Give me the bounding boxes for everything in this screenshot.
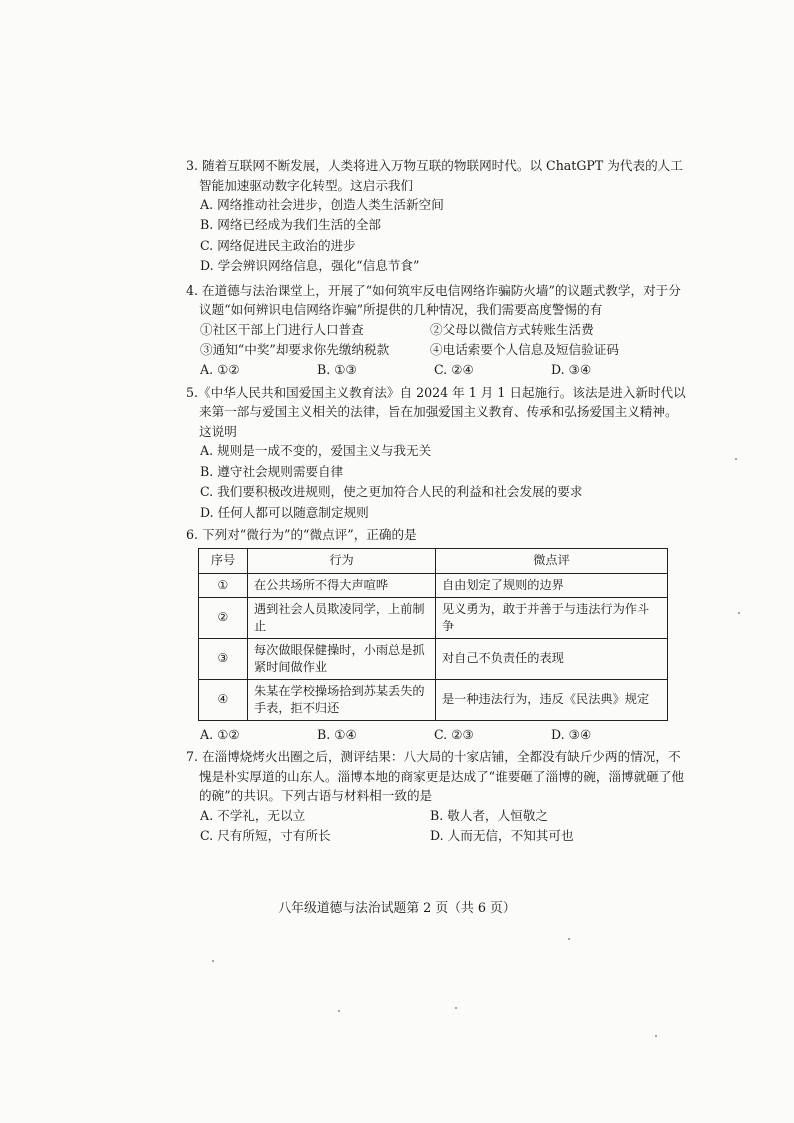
option-c: C. 我们要积极改进规则，使之更加符合人民的利益和社会发展的要求 bbox=[200, 484, 583, 500]
option-row bbox=[200, 806, 686, 826]
question-stem: 6. 下列对“微行为”的“微点评”，正确的是 bbox=[186, 526, 417, 542]
table-row bbox=[199, 679, 668, 720]
cell-behavior: 每次做眼保健操时，小雨总是抓紧时间做作业 bbox=[248, 638, 436, 679]
scan-speck bbox=[212, 960, 214, 962]
behavior-table bbox=[198, 548, 668, 721]
cell-number: ② bbox=[199, 597, 248, 638]
cell-number: ③ bbox=[199, 638, 248, 679]
item-4: ④电话索要个人信息及短信验证码 bbox=[430, 342, 619, 358]
item-2: ②父母以微信方式转账生活费 bbox=[430, 321, 594, 337]
scan-speck bbox=[568, 938, 570, 940]
question-stem: 3. 随着互联网不断发展，人类将进入万物互联的物联网时代。以 ChatGPT 为代表的人工智能加速驱动数字化转型。这启示我们 bbox=[186, 158, 683, 193]
cell-number: ① bbox=[199, 573, 248, 597]
option-a: A. 规则是一成不变的，爱国主义与我无关 bbox=[200, 443, 432, 459]
question-stem: 5.《中华人民共和国爱国主义教育法》自 2024 年 1 月 1 日起施行。该法是进入新时代以来第一部与爱国主义相关的法律，旨在加强爱国主义教育、传承和弘扬爱国主义精神。这说明 bbox=[186, 384, 686, 439]
option-b: B. ①④ bbox=[317, 727, 357, 743]
option-d: D. 任何人都可以随意制定规则 bbox=[200, 504, 369, 520]
option-b: B. 敬人者，人恒敬之 bbox=[430, 807, 549, 823]
item-1: ①社区干部上门进行人口普查 bbox=[200, 321, 364, 337]
option-b: B. 网络已经成为我们生活的全部 bbox=[200, 217, 381, 233]
question-6 bbox=[186, 525, 686, 746]
option-a: A. 不学礼，无以立 bbox=[200, 807, 306, 823]
option-d: D. 人而无信，不知其可也 bbox=[430, 828, 574, 844]
cell-comment: 见义勇为，敢于并善于与违法行为作斗争 bbox=[436, 597, 668, 638]
cell-comment: 对自己不负责任的表现 bbox=[436, 638, 668, 679]
cell-behavior: 朱某在学校操场拾到苏某丢失的手表，拒不归还 bbox=[248, 679, 436, 720]
scan-speck bbox=[738, 612, 740, 614]
question-stem: 4. 在道德与法治课堂上，开展了“如何筑牢反电信网络诈骗防火墙”的议题式教学，对于分议题“如何辨识电信网络诈骗”所提供的几种情况，我们需要高度警惕的有 bbox=[186, 282, 681, 318]
cell-behavior: 在公共场所不得大声喧哗 bbox=[248, 573, 436, 597]
option-c: C. ②③ bbox=[434, 727, 474, 743]
option-b: B. 遵守社会规则需要自律 bbox=[200, 463, 344, 479]
question-list bbox=[186, 156, 686, 849]
col-header-comment: 微点评 bbox=[436, 549, 668, 573]
question-4 bbox=[186, 281, 686, 381]
scan-speck bbox=[655, 1035, 657, 1037]
item-3: ③通知“中奖”却要求你先缴纳税款 bbox=[200, 342, 390, 358]
option-a: A. 网络推动社会进步，创造人类生活新空间 bbox=[200, 197, 444, 213]
item-row bbox=[200, 320, 686, 340]
cell-comment: 自由划定了规则的边界 bbox=[436, 573, 668, 597]
option-row bbox=[200, 826, 686, 846]
table-row bbox=[199, 597, 668, 638]
table-row bbox=[199, 573, 668, 597]
option-c: C. 网络促进民主政治的进步 bbox=[200, 237, 356, 253]
cell-number: ④ bbox=[199, 679, 248, 720]
option-d: D. ③④ bbox=[551, 727, 592, 743]
question-stem: 7. 在淄博烧烤火出圈之后，测评结果：八大局的十家店铺，全都没有缺斤少两的情况，不愧是朴实厚道的山东人。淄博本地的商家更是达成了“谁要砸了淄博的碗，淄博就砸了他的碗”的共识。下列古语与材料相一致的是 bbox=[186, 749, 685, 804]
question-3 bbox=[186, 156, 686, 277]
scan-speck bbox=[455, 1007, 457, 1009]
option-row bbox=[200, 360, 686, 380]
table-row bbox=[199, 638, 668, 679]
item-row bbox=[200, 340, 686, 360]
option-b: B. ①③ bbox=[317, 362, 357, 378]
question-5 bbox=[186, 383, 686, 523]
cell-comment: 是一种违法行为，违反《民法典》规定 bbox=[436, 679, 668, 720]
option-a: A. ①② bbox=[200, 727, 240, 743]
col-header-number: 序号 bbox=[199, 549, 248, 573]
option-a: A. ①② bbox=[200, 362, 240, 378]
table-header-row bbox=[199, 549, 668, 573]
option-c: C. ②④ bbox=[434, 362, 474, 378]
option-d: D. 学会辨识网络信息，强化“信息节食” bbox=[200, 258, 420, 274]
option-c: C. 尺有所短，寸有所长 bbox=[200, 828, 331, 844]
scan-speck bbox=[338, 1010, 340, 1012]
option-row bbox=[200, 725, 686, 745]
scan-speck bbox=[735, 458, 737, 460]
question-7 bbox=[186, 747, 686, 846]
cell-behavior: 遇到社会人员欺凌同学，上前制止 bbox=[248, 597, 436, 638]
col-header-behavior: 行为 bbox=[248, 549, 436, 573]
option-d: D. ③④ bbox=[551, 362, 592, 378]
page-footer: 八年级道德与法治试题第 2 页（共 6 页） bbox=[278, 901, 516, 916]
